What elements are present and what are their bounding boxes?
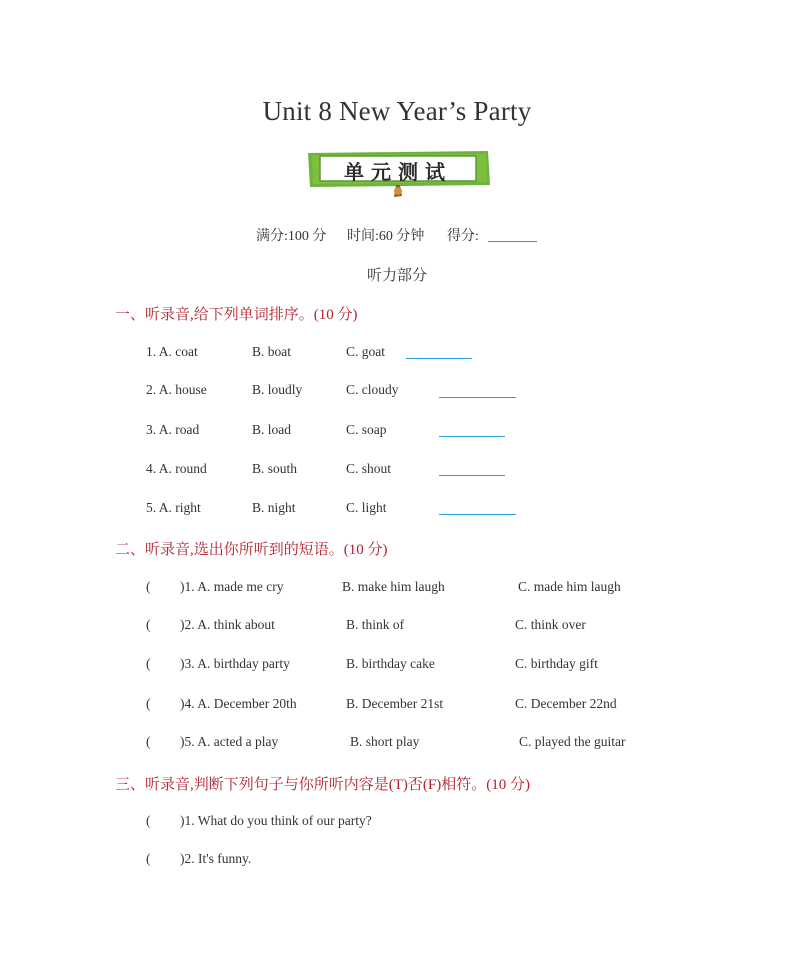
s1-item4-c: C. shout [346,461,392,476]
s2-item5-a: )5. A. acted a play [180,734,279,749]
s1-item4-a: 4. A. round [146,461,207,476]
s1-item2-b: B. loudly [252,382,303,397]
score-blank[interactable] [488,241,537,242]
s1-item1-b: B. boat [252,344,291,359]
s3-item1-text: )1. What do you think of our party? [180,813,372,828]
s2-item4-c: C. December 22nd [515,696,617,711]
s1-item3-c: C. soap [346,422,387,437]
listening-part-title: 听力部分 [366,268,427,284]
s2-item2-paren[interactable]: ( [146,617,151,632]
s3-item1-paren[interactable]: ( [146,813,151,828]
s1-item3-b: B. load [252,422,291,437]
banner-text: 单元测试 [344,160,452,184]
s2-item5-b: B. short play [350,734,420,749]
s1-item4-blank[interactable] [439,475,505,476]
s2-item1-c: C. made him laugh [518,579,621,594]
s1-item5-a: 5. A. right [146,500,201,515]
full-score: 满分:100 分 [256,229,327,244]
section3-heading: 三、听录音,判断下列句子与你所听内容是(T)否(F)相符。(10 分) [115,777,530,793]
s2-item1-b: B. make him laugh [342,579,445,594]
s1-item5-b: B. night [252,500,296,515]
test-time: 时间:60 分钟 [347,229,425,244]
s2-item2-c: C. think over [515,617,586,632]
s1-item2-blank[interactable] [439,397,516,398]
s1-item3-a: 3. A. road [146,422,200,437]
s2-item3-a: )3. A. birthday party [180,656,290,671]
s2-item4-a: )4. A. December 20th [180,696,297,711]
s1-item2-c: C. cloudy [346,382,399,397]
s2-item4-paren[interactable]: ( [146,696,151,711]
s2-item5-paren[interactable]: ( [146,734,151,749]
s2-item4-b: B. December 21st [346,696,444,711]
s1-item5-c: C. light [346,500,387,515]
score-label: 得分: [447,229,479,244]
s2-item2-a: )2. A. think about [180,617,275,632]
section2-heading: 二、听录音,选出你所听到的短语。(10 分) [115,542,388,558]
s2-item3-b: B. birthday cake [346,656,435,671]
s2-item1-paren[interactable]: ( [146,579,151,594]
s1-item2-a: 2. A. house [146,382,207,397]
unit-test-banner [304,149,492,199]
s3-item2-paren[interactable]: ( [146,851,151,866]
section1-heading: 一、听录音,给下列单词排序。(10 分) [115,307,358,323]
s3-item2-text: )2. It's funny. [180,851,252,866]
s2-item5-c: C. played the guitar [519,734,626,749]
s1-item3-blank[interactable] [439,436,505,437]
s1-item4-b: B. south [252,461,298,476]
s1-item5-blank[interactable] [439,514,516,515]
s2-item1-a: )1. A. made me cry [180,579,284,594]
s2-item3-paren[interactable]: ( [146,656,151,671]
s1-item1-c: C. goat [346,344,385,359]
s1-item1-a: 1. A. coat [146,344,198,359]
s2-item3-c: C. birthday gift [515,656,598,671]
s2-item2-b: B. think of [346,617,405,632]
page-title: Unit 8 New Year’s Party [262,96,532,126]
s1-item1-blank[interactable] [406,358,472,359]
